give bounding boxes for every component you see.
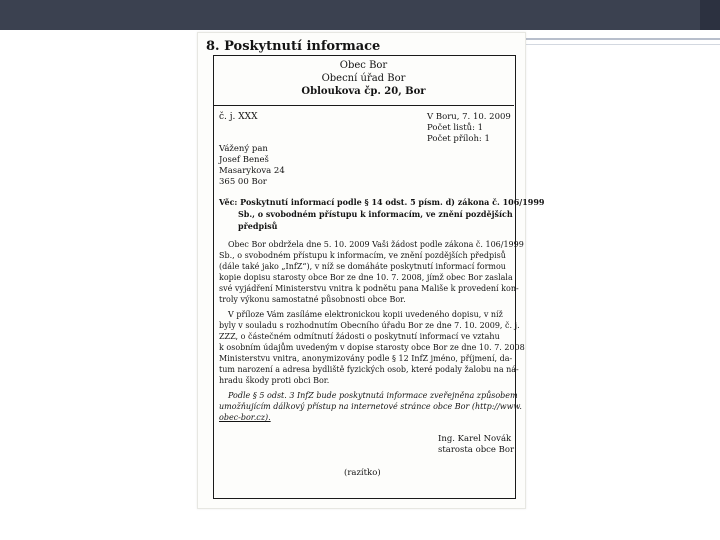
banner-corner bbox=[700, 0, 720, 30]
recipient-line: Masarykova 24 bbox=[219, 166, 285, 176]
body-line: troly výkonu samostatné působnosti obce Bor. bbox=[219, 295, 406, 304]
letter-meta: Počet příloh: 1 bbox=[427, 134, 490, 144]
body-line: své vyjádření Ministerstvu vnitra k podnětu pana Mališe k provedení kon- bbox=[219, 284, 519, 293]
body-line: byly v souladu s rozhodnutím Obecního úřadu Bor ze dne 7. 10. 2009, č. j. bbox=[219, 321, 520, 330]
stamp-placeholder: (razítko) bbox=[344, 468, 381, 478]
body-line: umožňujícím dálkový přístup na internetové stránce obce Bor (http://www. bbox=[219, 402, 522, 411]
body-line: kopie dopisu starosty obce Bor ze dne 10. 7. 2008, jímž obec Bor zaslala bbox=[219, 273, 513, 282]
subject-line: Věc: Poskytnutí informací podle § 14 odst. 5 písm. d) zákona č. 106/1999 bbox=[219, 197, 545, 207]
subject-line: Sb., o svobodném přístupu k informacím, ve znění pozdějších bbox=[238, 209, 513, 219]
signature-name: Ing. Karel Novák bbox=[438, 434, 512, 444]
recipient-line: Vážený pan bbox=[219, 144, 268, 154]
body-line: tum narození a adresa bydliště fyzických osob, které podaly žalobu na ná- bbox=[219, 365, 519, 374]
body-line: Obec Bor obdržela dne 5. 10. 2009 Vaši žádost podle zákona č. 106/1999 bbox=[228, 240, 524, 249]
body-line: Podle § 5 odst. 3 InfZ bude poskytnutá informace zveřejněna způsobem bbox=[228, 391, 518, 400]
body-line: Sb., o svobodném přístupu k informacím, ve znění pozdějších předpisů bbox=[219, 251, 506, 260]
subject-line: předpisů bbox=[238, 221, 278, 231]
letter-meta: V Boru, 7. 10. 2009 bbox=[427, 112, 511, 122]
body-line: k osobním údajům uvedeným v dopise starosty obce Bor ze dne 10. 7. 2008 bbox=[219, 343, 525, 352]
recipient-line: 365 00 Bor bbox=[219, 177, 267, 187]
body-line: ZZZ, o částečném odmítnutí žádosti o poskytnutí informací ve vztahu bbox=[219, 332, 500, 341]
body-line: Ministerstvu vnitra, anonymizovány podle § 12 InfZ jméno, příjmení, da- bbox=[219, 354, 513, 363]
letterhead-line: Obloukova čp. 20, Bor bbox=[301, 86, 426, 97]
signature-title: starosta obce Bor bbox=[438, 445, 515, 455]
letterhead-line: Obec Bor bbox=[339, 60, 388, 71]
scanned-document bbox=[197, 32, 545, 509]
body-line: hradu škody proti obci Bor. bbox=[219, 376, 330, 385]
document-heading: 8. Poskytnutí informace bbox=[206, 39, 381, 54]
website-link: obec-bor.cz). bbox=[219, 413, 271, 422]
letterhead-line: Obecní úřad Bor bbox=[321, 73, 406, 84]
letterhead-divider bbox=[213, 105, 514, 106]
body-line: V příloze Vám zasíláme elektronickou kopii uvedeného dopisu, v níž bbox=[228, 310, 503, 319]
letter-meta: Počet listů: 1 bbox=[427, 123, 484, 133]
top-banner bbox=[0, 0, 720, 30]
recipient-line: Josef Beneš bbox=[219, 155, 269, 165]
reference-number: č. j. XXX bbox=[219, 112, 258, 122]
body-line: (dále také jako „InfZ“), v níž se domáháte poskytnutí informací formou bbox=[219, 262, 506, 271]
